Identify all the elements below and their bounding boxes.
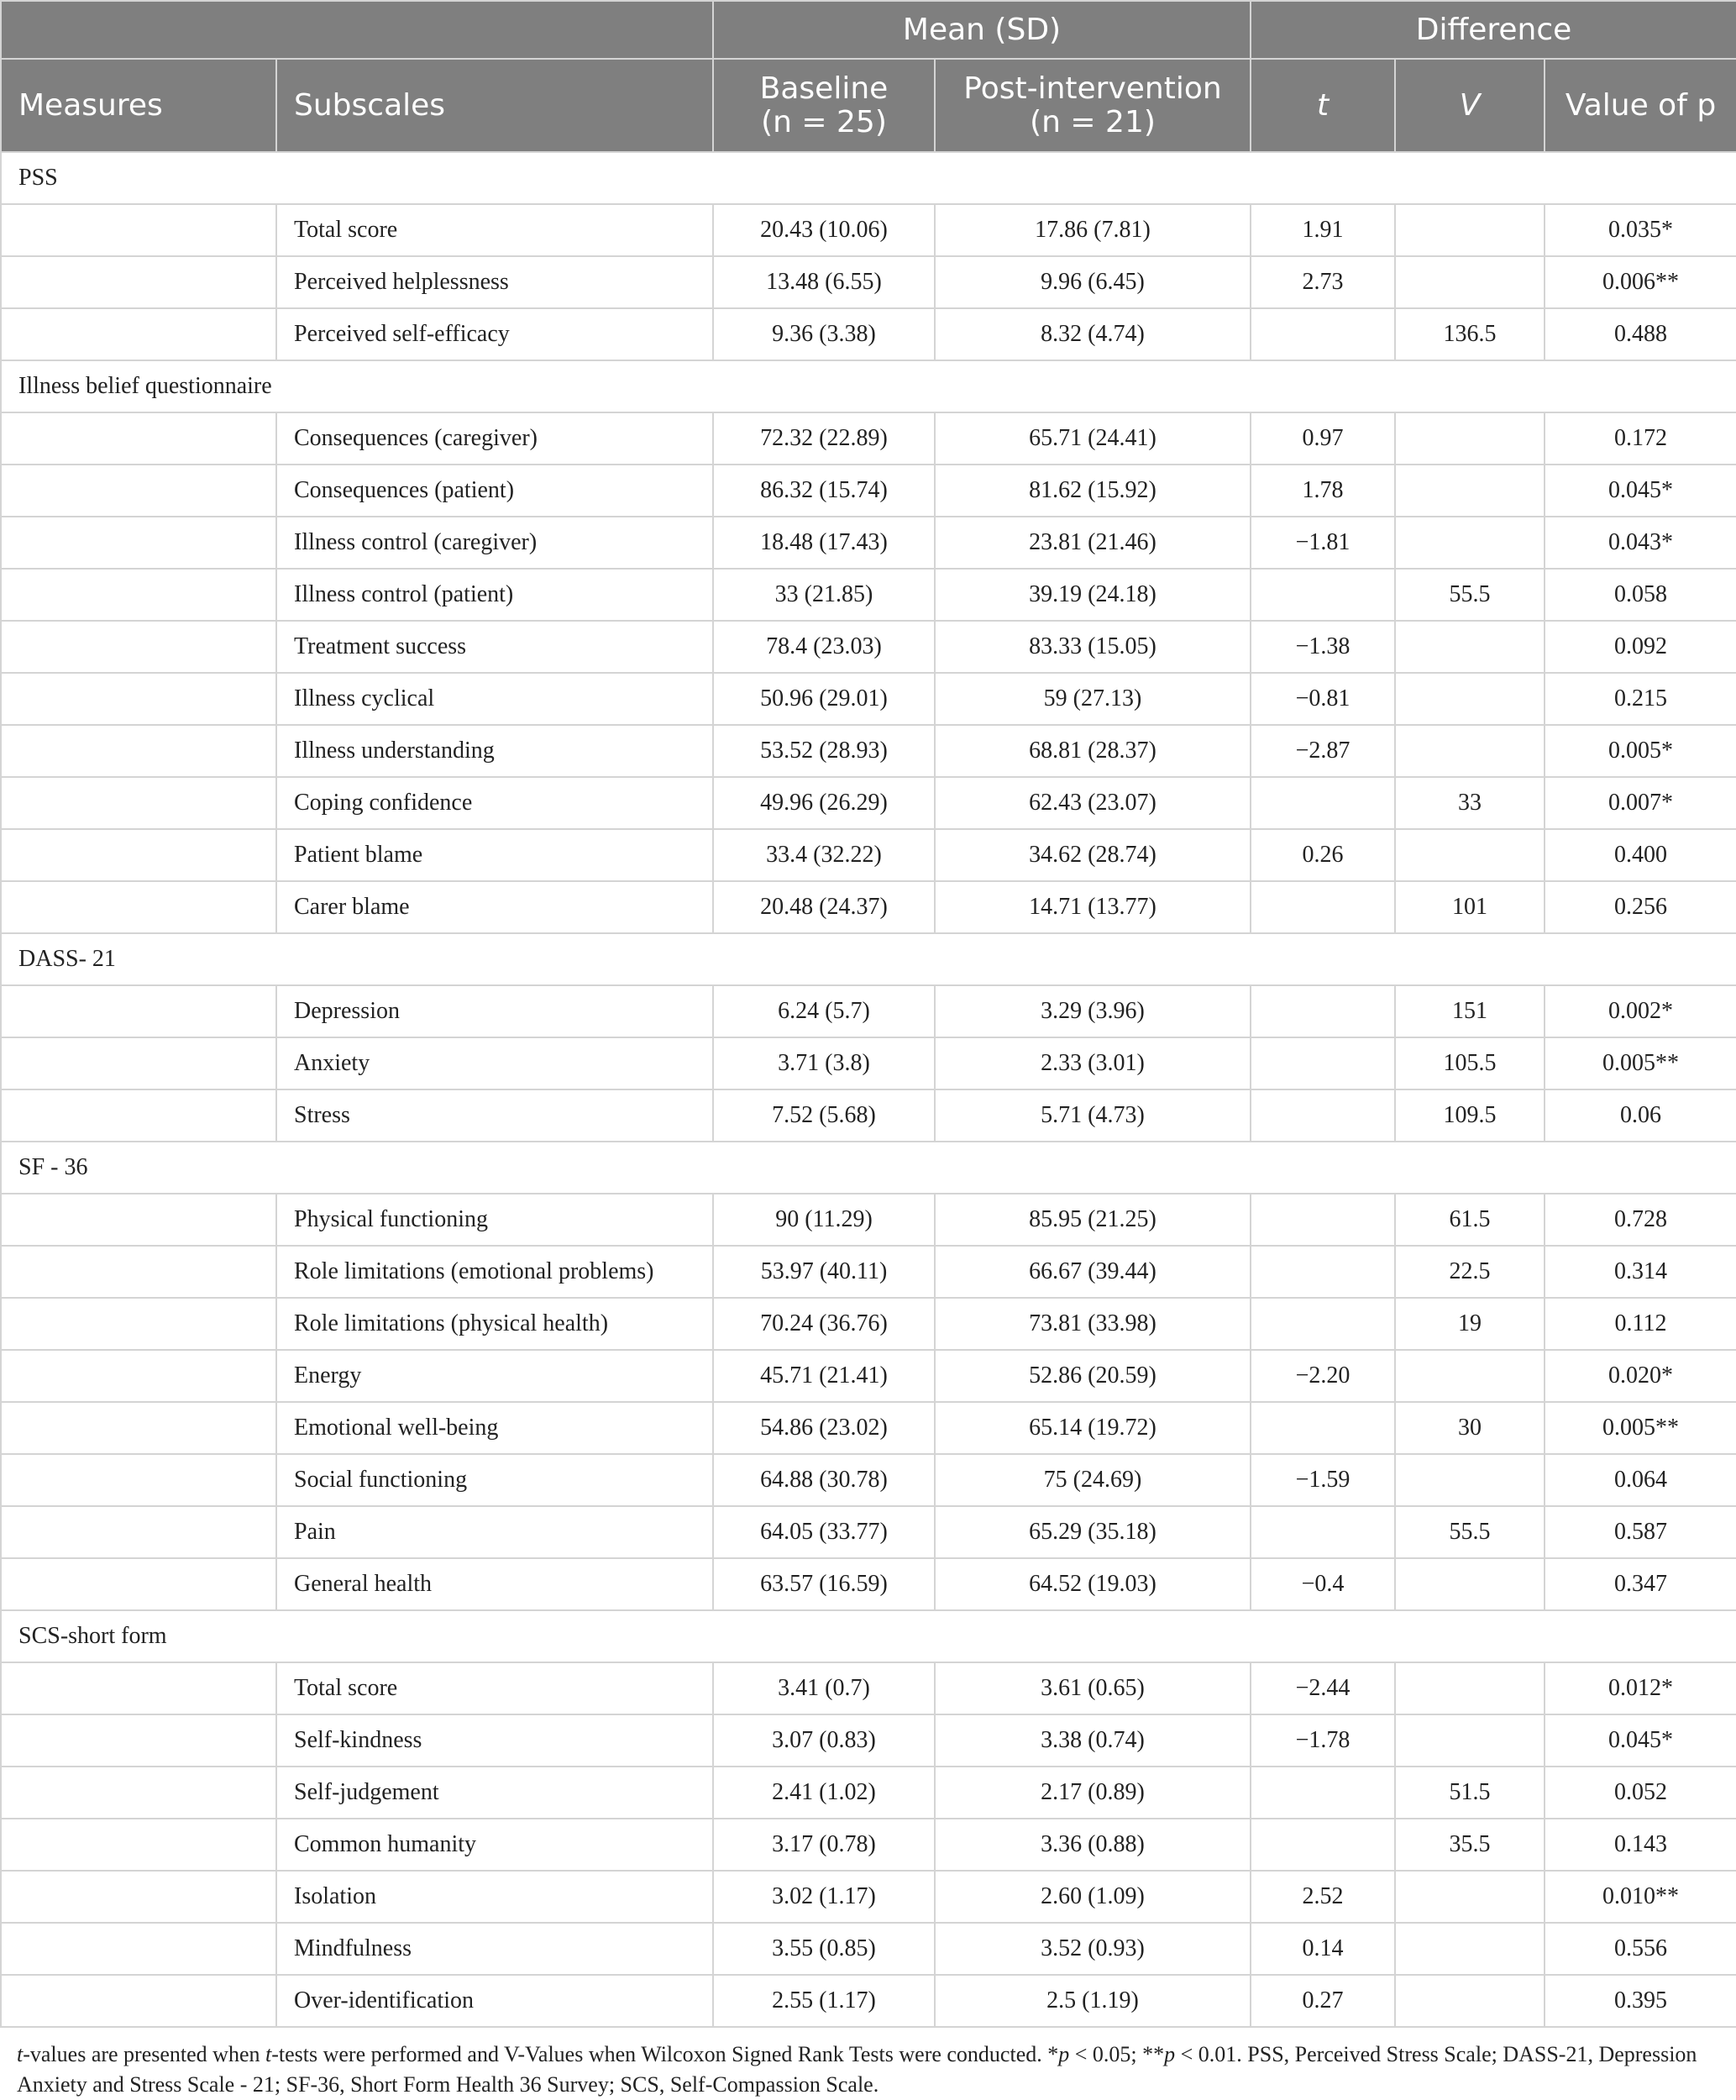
p-cell: 0.172 xyxy=(1545,412,1736,465)
v-cell: 55.5 xyxy=(1395,569,1545,621)
t-cell xyxy=(1251,1037,1395,1089)
measure-spacer-cell xyxy=(1,1819,276,1871)
post-cell: 75 (24.69) xyxy=(935,1454,1251,1506)
p-cell: 0.06 xyxy=(1545,1089,1736,1142)
baseline-cell: 45.71 (21.41) xyxy=(713,1350,935,1402)
table-body xyxy=(1,152,1736,2027)
table-row xyxy=(1,673,1736,725)
measure-spacer-cell xyxy=(1,621,276,673)
table-row xyxy=(1,1819,1736,1871)
v-cell xyxy=(1395,256,1545,308)
header-p: Value of p xyxy=(1545,59,1736,152)
post-cell: 8.32 (4.74) xyxy=(935,308,1251,360)
table-row xyxy=(1,1194,1736,1246)
footnote-t: t xyxy=(17,2042,24,2066)
table-row xyxy=(1,1558,1736,1610)
t-cell xyxy=(1251,308,1395,360)
subscale-cell: Carer blame xyxy=(276,881,713,933)
t-cell xyxy=(1251,1246,1395,1298)
footnote-p2: p xyxy=(1164,2042,1176,2066)
baseline-cell: 78.4 (23.03) xyxy=(713,621,935,673)
baseline-cell: 18.48 (17.43) xyxy=(713,517,935,569)
subscale-cell: Common humanity xyxy=(276,1819,713,1871)
measure-spacer-cell xyxy=(1,1089,276,1142)
header-difference: Difference xyxy=(1251,1,1736,59)
subscale-cell: Depression xyxy=(276,985,713,1037)
baseline-cell: 33 (21.85) xyxy=(713,569,935,621)
post-cell: 68.81 (28.37) xyxy=(935,725,1251,777)
v-cell: 101 xyxy=(1395,881,1545,933)
header-measures: Measures xyxy=(1,59,276,152)
measure-spacer-cell xyxy=(1,673,276,725)
v-cell: 55.5 xyxy=(1395,1506,1545,1558)
t-cell xyxy=(1251,1819,1395,1871)
p-cell: 0.006** xyxy=(1545,256,1736,308)
t-cell: 1.91 xyxy=(1251,204,1395,256)
v-cell xyxy=(1395,1662,1545,1714)
table-row xyxy=(1,204,1736,256)
subscale-cell: Treatment success xyxy=(276,621,713,673)
header-baseline-label: Baseline xyxy=(759,71,889,106)
p-cell: 0.256 xyxy=(1545,881,1736,933)
post-cell: 3.38 (0.74) xyxy=(935,1714,1251,1767)
p-cell: 0.395 xyxy=(1545,1975,1736,2027)
post-cell: 65.14 (19.72) xyxy=(935,1402,1251,1454)
t-cell: −2.44 xyxy=(1251,1662,1395,1714)
baseline-cell: 64.05 (33.77) xyxy=(713,1506,935,1558)
v-cell: 136.5 xyxy=(1395,308,1545,360)
v-cell: 109.5 xyxy=(1395,1089,1545,1142)
p-cell: 0.400 xyxy=(1545,829,1736,881)
post-cell: 62.43 (23.07) xyxy=(935,777,1251,829)
post-cell: 66.67 (39.44) xyxy=(935,1246,1251,1298)
header-post xyxy=(935,59,1251,152)
t-cell xyxy=(1251,1506,1395,1558)
post-cell: 64.52 (19.03) xyxy=(935,1558,1251,1610)
p-cell: 0.005** xyxy=(1545,1402,1736,1454)
footnote-part3: < 0.05; ** xyxy=(1069,2042,1165,2066)
baseline-cell: 86.32 (15.74) xyxy=(713,465,935,517)
v-cell xyxy=(1395,1350,1545,1402)
header-v: V xyxy=(1395,59,1545,152)
subscale-cell: Pain xyxy=(276,1506,713,1558)
v-cell xyxy=(1395,412,1545,465)
measure-spacer-cell xyxy=(1,517,276,569)
t-cell: 1.78 xyxy=(1251,465,1395,517)
header-blank xyxy=(1,1,713,59)
p-cell: 0.064 xyxy=(1545,1454,1736,1506)
subscale-cell: Illness control (patient) xyxy=(276,569,713,621)
measure-group-row xyxy=(1,360,1736,412)
v-cell: 151 xyxy=(1395,985,1545,1037)
post-cell: 3.29 (3.96) xyxy=(935,985,1251,1037)
table-row xyxy=(1,1714,1736,1767)
subscale-cell: Illness control (caregiver) xyxy=(276,517,713,569)
p-cell: 0.045* xyxy=(1545,1714,1736,1767)
p-cell: 0.488 xyxy=(1545,308,1736,360)
v-cell xyxy=(1395,1558,1545,1610)
post-cell: 3.36 (0.88) xyxy=(935,1819,1251,1871)
table-footnote xyxy=(0,2028,1736,2100)
table-row xyxy=(1,256,1736,308)
v-cell xyxy=(1395,725,1545,777)
baseline-cell: 63.57 (16.59) xyxy=(713,1558,935,1610)
table-row xyxy=(1,1037,1736,1089)
v-cell xyxy=(1395,1871,1545,1923)
baseline-cell: 13.48 (6.55) xyxy=(713,256,935,308)
v-cell: 105.5 xyxy=(1395,1037,1545,1089)
table-row xyxy=(1,308,1736,360)
p-cell: 0.005** xyxy=(1545,1037,1736,1089)
header-t: t xyxy=(1251,59,1395,152)
t-cell xyxy=(1251,1089,1395,1142)
p-cell: 0.010** xyxy=(1545,1871,1736,1923)
measure-name: SCS-short form xyxy=(1,1610,1736,1662)
p-cell: 0.112 xyxy=(1545,1298,1736,1350)
v-cell: 51.5 xyxy=(1395,1767,1545,1819)
t-cell: 0.14 xyxy=(1251,1923,1395,1975)
baseline-cell: 90 (11.29) xyxy=(713,1194,935,1246)
subscale-cell: Anxiety xyxy=(276,1037,713,1089)
measure-group-row xyxy=(1,152,1736,204)
subscale-cell: Total score xyxy=(276,204,713,256)
post-cell: 23.81 (21.46) xyxy=(935,517,1251,569)
t-cell xyxy=(1251,569,1395,621)
measure-spacer-cell xyxy=(1,1037,276,1089)
measure-spacer-cell xyxy=(1,1767,276,1819)
v-cell xyxy=(1395,1923,1545,1975)
measure-spacer-cell xyxy=(1,1350,276,1402)
header-post-label: Post-intervention xyxy=(963,71,1222,106)
subscale-cell: Over-identification xyxy=(276,1975,713,2027)
post-cell: 17.86 (7.81) xyxy=(935,204,1251,256)
table-row xyxy=(1,1871,1736,1923)
t-cell: −1.38 xyxy=(1251,621,1395,673)
t-cell: −1.59 xyxy=(1251,1454,1395,1506)
footnote-t2: t xyxy=(265,2042,272,2066)
subscale-cell: Self-kindness xyxy=(276,1714,713,1767)
v-cell xyxy=(1395,465,1545,517)
measure-group-row xyxy=(1,1610,1736,1662)
t-cell: −0.4 xyxy=(1251,1558,1395,1610)
baseline-cell: 20.43 (10.06) xyxy=(713,204,935,256)
post-cell: 3.61 (0.65) xyxy=(935,1662,1251,1714)
table-row xyxy=(1,1298,1736,1350)
baseline-cell: 3.17 (0.78) xyxy=(713,1819,935,1871)
baseline-cell: 3.55 (0.85) xyxy=(713,1923,935,1975)
post-cell: 65.71 (24.41) xyxy=(935,412,1251,465)
subscale-cell: Social functioning xyxy=(276,1454,713,1506)
measure-spacer-cell xyxy=(1,1923,276,1975)
measure-spacer-cell xyxy=(1,1246,276,1298)
measure-spacer-cell xyxy=(1,1506,276,1558)
baseline-cell: 3.07 (0.83) xyxy=(713,1714,935,1767)
post-cell: 2.17 (0.89) xyxy=(935,1767,1251,1819)
measure-name: Illness belief questionnaire xyxy=(1,360,1736,412)
header-post-n: (n = 21) xyxy=(1030,104,1156,139)
header-baseline xyxy=(713,59,935,152)
baseline-cell: 3.71 (3.8) xyxy=(713,1037,935,1089)
p-cell: 0.215 xyxy=(1545,673,1736,725)
t-cell: −0.81 xyxy=(1251,673,1395,725)
measure-spacer-cell xyxy=(1,1871,276,1923)
table-row xyxy=(1,1923,1736,1975)
baseline-cell: 2.55 (1.17) xyxy=(713,1975,935,2027)
baseline-cell: 6.24 (5.7) xyxy=(713,985,935,1037)
table-row xyxy=(1,1454,1736,1506)
measure-spacer-cell xyxy=(1,412,276,465)
post-cell: 39.19 (24.18) xyxy=(935,569,1251,621)
subscale-cell: Patient blame xyxy=(276,829,713,881)
measure-spacer-cell xyxy=(1,1975,276,2027)
p-cell: 0.012* xyxy=(1545,1662,1736,1714)
table-row xyxy=(1,1767,1736,1819)
post-cell: 5.71 (4.73) xyxy=(935,1089,1251,1142)
post-cell: 59 (27.13) xyxy=(935,673,1251,725)
subscale-cell: Perceived self-efficacy xyxy=(276,308,713,360)
subscale-cell: Perceived helplessness xyxy=(276,256,713,308)
v-cell xyxy=(1395,1975,1545,2027)
measure-spacer-cell xyxy=(1,1558,276,1610)
footnote-p1: p xyxy=(1058,2042,1070,2066)
subscale-cell: Illness cyclical xyxy=(276,673,713,725)
post-cell: 2.5 (1.19) xyxy=(935,1975,1251,2027)
measure-spacer-cell xyxy=(1,777,276,829)
post-cell: 3.52 (0.93) xyxy=(935,1923,1251,1975)
v-cell xyxy=(1395,1454,1545,1506)
measure-name: PSS xyxy=(1,152,1736,204)
footnote-part2: -tests were performed and V-Values when Wilcoxon Signed Rank Tests were conducted. * xyxy=(271,2042,1059,2066)
baseline-cell: 49.96 (26.29) xyxy=(713,777,935,829)
p-cell: 0.020* xyxy=(1545,1350,1736,1402)
t-cell: −1.81 xyxy=(1251,517,1395,569)
p-cell: 0.314 xyxy=(1545,1246,1736,1298)
baseline-cell: 64.88 (30.78) xyxy=(713,1454,935,1506)
subscale-cell: Isolation xyxy=(276,1871,713,1923)
post-cell: 2.33 (3.01) xyxy=(935,1037,1251,1089)
measure-spacer-cell xyxy=(1,881,276,933)
t-cell xyxy=(1251,1767,1395,1819)
p-cell: 0.007* xyxy=(1545,777,1736,829)
t-cell xyxy=(1251,1194,1395,1246)
baseline-cell: 3.02 (1.17) xyxy=(713,1871,935,1923)
subscale-cell: Role limitations (emotional problems) xyxy=(276,1246,713,1298)
table-row xyxy=(1,1402,1736,1454)
t-cell xyxy=(1251,985,1395,1037)
table-row xyxy=(1,621,1736,673)
header-baseline-n: (n = 25) xyxy=(761,104,887,139)
subscale-cell: Total score xyxy=(276,1662,713,1714)
p-cell: 0.052 xyxy=(1545,1767,1736,1819)
header-column-row xyxy=(1,59,1736,152)
measure-spacer-cell xyxy=(1,569,276,621)
measure-spacer-cell xyxy=(1,465,276,517)
t-cell xyxy=(1251,777,1395,829)
post-cell: 14.71 (13.77) xyxy=(935,881,1251,933)
baseline-cell: 72.32 (22.89) xyxy=(713,412,935,465)
v-cell: 33 xyxy=(1395,777,1545,829)
v-cell: 61.5 xyxy=(1395,1194,1545,1246)
t-cell: 0.26 xyxy=(1251,829,1395,881)
measure-spacer-cell xyxy=(1,725,276,777)
post-cell: 65.29 (35.18) xyxy=(935,1506,1251,1558)
subscale-cell: Coping confidence xyxy=(276,777,713,829)
measure-spacer-cell xyxy=(1,256,276,308)
t-cell: 0.97 xyxy=(1251,412,1395,465)
t-cell: −2.87 xyxy=(1251,725,1395,777)
p-cell: 0.556 xyxy=(1545,1923,1736,1975)
t-cell: −2.20 xyxy=(1251,1350,1395,1402)
subscale-cell: Emotional well-being xyxy=(276,1402,713,1454)
header-mean-sd: Mean (SD) xyxy=(713,1,1251,59)
measure-spacer-cell xyxy=(1,1454,276,1506)
measure-spacer-cell xyxy=(1,1298,276,1350)
measure-spacer-cell xyxy=(1,1402,276,1454)
measure-spacer-cell xyxy=(1,308,276,360)
header-subscales: Subscales xyxy=(276,59,713,152)
baseline-cell: 2.41 (1.02) xyxy=(713,1767,935,1819)
baseline-cell: 9.36 (3.38) xyxy=(713,308,935,360)
post-cell: 2.60 (1.09) xyxy=(935,1871,1251,1923)
post-cell: 81.62 (15.92) xyxy=(935,465,1251,517)
baseline-cell: 33.4 (32.22) xyxy=(713,829,935,881)
p-cell: 0.005* xyxy=(1545,725,1736,777)
table-row xyxy=(1,777,1736,829)
baseline-cell: 3.41 (0.7) xyxy=(713,1662,935,1714)
measure-spacer-cell xyxy=(1,829,276,881)
baseline-cell: 50.96 (29.01) xyxy=(713,673,935,725)
subscale-cell: Physical functioning xyxy=(276,1194,713,1246)
table-row xyxy=(1,829,1736,881)
table-row xyxy=(1,465,1736,517)
subscale-cell: Mindfulness xyxy=(276,1923,713,1975)
v-cell xyxy=(1395,673,1545,725)
table-row xyxy=(1,412,1736,465)
subscale-cell: Illness understanding xyxy=(276,725,713,777)
measure-name: SF - 36 xyxy=(1,1142,1736,1194)
subscale-cell: Self-judgement xyxy=(276,1767,713,1819)
baseline-cell: 54.86 (23.02) xyxy=(713,1402,935,1454)
v-cell: 19 xyxy=(1395,1298,1545,1350)
header-group-row xyxy=(1,1,1736,59)
t-cell: 2.52 xyxy=(1251,1871,1395,1923)
subscale-cell: General health xyxy=(276,1558,713,1610)
measure-spacer-cell xyxy=(1,1662,276,1714)
table-row xyxy=(1,1975,1736,2027)
subscale-cell: Energy xyxy=(276,1350,713,1402)
measure-group-row xyxy=(1,933,1736,985)
t-cell xyxy=(1251,1298,1395,1350)
p-cell: 0.728 xyxy=(1545,1194,1736,1246)
footnote-part4: < 0.01. PSS, Perceived Stress Scale; DASS-21, Depression Anxiety and Stress Scale - 21; SF-36, Short Form Health 36 Survey; SCS, Self-Compassion Scale. xyxy=(17,2042,1697,2097)
footnote-part1: -values are presented when xyxy=(23,2042,265,2066)
table-row xyxy=(1,517,1736,569)
p-cell: 0.058 xyxy=(1545,569,1736,621)
measure-group-row xyxy=(1,1142,1736,1194)
v-cell xyxy=(1395,517,1545,569)
p-cell: 0.002* xyxy=(1545,985,1736,1037)
table-row xyxy=(1,569,1736,621)
v-cell: 22.5 xyxy=(1395,1246,1545,1298)
table-row xyxy=(1,1350,1736,1402)
table-row xyxy=(1,1089,1736,1142)
v-cell xyxy=(1395,1714,1545,1767)
measure-spacer-cell xyxy=(1,204,276,256)
measure-spacer-cell xyxy=(1,985,276,1037)
post-cell: 52.86 (20.59) xyxy=(935,1350,1251,1402)
baseline-cell: 53.52 (28.93) xyxy=(713,725,935,777)
measure-spacer-cell xyxy=(1,1714,276,1767)
table-row xyxy=(1,881,1736,933)
t-cell: 2.73 xyxy=(1251,256,1395,308)
subscale-cell: Role limitations (physical health) xyxy=(276,1298,713,1350)
post-cell: 73.81 (33.98) xyxy=(935,1298,1251,1350)
v-cell: 35.5 xyxy=(1395,1819,1545,1871)
p-cell: 0.587 xyxy=(1545,1506,1736,1558)
table-row xyxy=(1,1662,1736,1714)
t-cell xyxy=(1251,881,1395,933)
v-cell xyxy=(1395,621,1545,673)
t-cell: 0.27 xyxy=(1251,1975,1395,2027)
subscale-cell: Consequences (caregiver) xyxy=(276,412,713,465)
p-cell: 0.035* xyxy=(1545,204,1736,256)
measure-spacer-cell xyxy=(1,1194,276,1246)
post-cell: 9.96 (6.45) xyxy=(935,256,1251,308)
p-cell: 0.092 xyxy=(1545,621,1736,673)
subscale-cell: Stress xyxy=(276,1089,713,1142)
post-cell: 85.95 (21.25) xyxy=(935,1194,1251,1246)
v-cell: 30 xyxy=(1395,1402,1545,1454)
p-cell: 0.143 xyxy=(1545,1819,1736,1871)
measure-name: DASS- 21 xyxy=(1,933,1736,985)
baseline-cell: 53.97 (40.11) xyxy=(713,1246,935,1298)
table-row xyxy=(1,1506,1736,1558)
p-cell: 0.045* xyxy=(1545,465,1736,517)
v-cell xyxy=(1395,829,1545,881)
t-cell xyxy=(1251,1402,1395,1454)
baseline-cell: 70.24 (36.76) xyxy=(713,1298,935,1350)
baseline-cell: 20.48 (24.37) xyxy=(713,881,935,933)
t-cell: −1.78 xyxy=(1251,1714,1395,1767)
v-cell xyxy=(1395,204,1545,256)
table-row xyxy=(1,985,1736,1037)
post-cell: 34.62 (28.74) xyxy=(935,829,1251,881)
p-cell: 0.043* xyxy=(1545,517,1736,569)
table-row xyxy=(1,725,1736,777)
table-row xyxy=(1,1246,1736,1298)
subscale-cell: Consequences (patient) xyxy=(276,465,713,517)
post-cell: 83.33 (15.05) xyxy=(935,621,1251,673)
baseline-cell: 7.52 (5.68) xyxy=(713,1089,935,1142)
p-cell: 0.347 xyxy=(1545,1558,1736,1610)
